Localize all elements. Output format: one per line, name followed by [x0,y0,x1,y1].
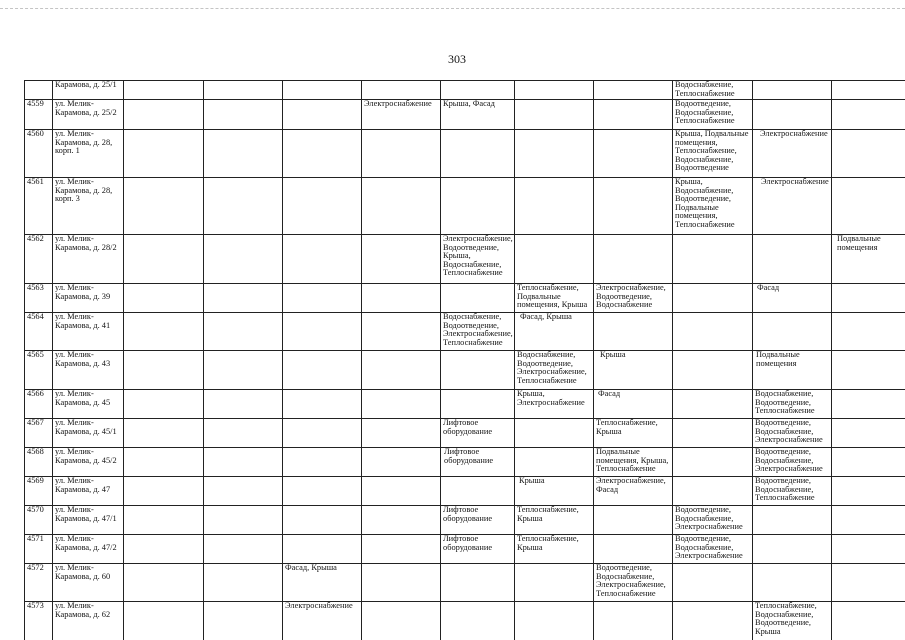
page-number: 303 [448,52,466,66]
work-type-cell [283,178,362,235]
table-row [25,506,905,535]
work-type-cell [204,448,283,477]
work-type-cell [832,448,905,477]
work-type-cell: Крыша, Электроснабжение [515,390,594,419]
work-type-cell [124,235,204,284]
row-number-cell: 4566 [25,390,53,419]
work-type-cell [283,448,362,477]
work-type-cell: Водоотведение, Водоснабжение, Теплоснабжение [673,100,753,130]
work-type-cell: Водоотведение, Водоснабжение, Теплоснабжение [753,477,832,506]
work-type-cell [515,564,594,602]
address-cell: ул. Мелик-Карамова, д. 41 [53,313,124,351]
row-number-cell: 4570 [25,506,53,535]
table-body [25,81,905,640]
work-type-cell [124,506,204,535]
table-row [25,602,905,640]
work-type-cell: Лифтовое оборудование [441,419,515,448]
work-type-cell [673,313,753,351]
work-type-cell: Электроснабжение, Водоотведение, Крыша, Водоснабжение, Теплоснабжение [441,235,515,284]
work-type-cell [204,477,283,506]
work-type-cell: Электроснабжение [753,130,832,178]
table-row [25,313,905,351]
scan-edge-line [0,8,905,9]
work-type-cell [673,390,753,419]
table-row [25,419,905,448]
work-type-cell [283,235,362,284]
work-type-cell [832,477,905,506]
work-type-cell [124,313,204,351]
work-type-cell: Водоотведение, Водоснабжение, Электроснабжение [673,535,753,564]
work-type-cell [362,506,441,535]
table-row [25,81,905,100]
address-cell: Карамова, д. 25/1 [53,81,124,100]
work-type-cell [594,506,673,535]
address-cell: ул. Мелик-Карамова, д. 28, корп. 3 [53,178,124,235]
work-type-cell [362,81,441,100]
address-cell: ул. Мелик-Карамова, д. 45/2 [53,448,124,477]
row-number-cell: 4561 [25,178,53,235]
address-cell: ул. Мелик-Карамова, д. 43 [53,351,124,390]
work-type-cell [753,506,832,535]
work-type-cell [362,284,441,313]
work-type-cell [832,81,905,100]
address-cell: ул. Мелик-Карамова, д. 60 [53,564,124,602]
address-cell: ул. Мелик-Карамова, д. 47 [53,477,124,506]
address-cell: ул. Мелик-Карамова, д. 62 [53,602,124,640]
work-type-cell: Электроснабжение [283,602,362,640]
work-type-cell [204,390,283,419]
work-type-cell: Крыша [594,351,673,390]
table-row [25,284,905,313]
work-type-cell [283,477,362,506]
work-type-cell [832,313,905,351]
row-number-cell: 4568 [25,448,53,477]
work-type-cell: Теплоснабжение, Водоснабжение, Водоотведение, Крыша [753,602,832,640]
work-type-cell [283,100,362,130]
work-type-cell [362,564,441,602]
work-type-cell [832,564,905,602]
work-type-cell [362,419,441,448]
work-type-cell [283,390,362,419]
work-type-cell: Фасад [753,284,832,313]
work-type-cell [594,235,673,284]
table-row [25,390,905,419]
work-type-cell: Электроснабжение, Фасад [594,477,673,506]
work-type-cell [515,602,594,640]
address-cell: ул. Мелик-Карамова, д. 25/2 [53,100,124,130]
work-type-cell [441,477,515,506]
work-type-cell: Фасад [594,390,673,419]
work-type-cell [441,130,515,178]
address-cell: ул. Мелик-Карамова, д. 45/1 [53,419,124,448]
row-number-cell: 4572 [25,564,53,602]
work-type-cell [753,564,832,602]
table-row [25,235,905,284]
row-number-cell [25,81,53,100]
work-type-cell [124,564,204,602]
work-type-cell: Подвальные помещения, Крыша, Теплоснабжение [594,448,673,477]
work-type-cell [832,130,905,178]
work-type-cell: Водоснабжение, Водоотведение, Электроснабжение, Теплоснабжение [441,313,515,351]
work-type-cell [283,81,362,100]
work-type-cell: Водоотведение, Водоснабжение, Электроснабжение, Теплоснабжение [594,564,673,602]
work-type-cell [283,535,362,564]
address-cell: ул. Мелик-Карамова, д. 28/2 [53,235,124,284]
work-type-cell [362,390,441,419]
work-type-cell [362,477,441,506]
work-type-cell [204,419,283,448]
work-type-cell [204,535,283,564]
work-type-cell [753,100,832,130]
work-type-cell [673,602,753,640]
work-type-cell [124,178,204,235]
address-cell: ул. Мелик-Карамова, д. 39 [53,284,124,313]
work-type-cell [441,602,515,640]
row-number-cell: 4562 [25,235,53,284]
work-type-cell [515,130,594,178]
work-type-cell [594,130,673,178]
work-type-cell [283,130,362,178]
row-number-cell: 4563 [25,284,53,313]
work-type-cell [673,235,753,284]
work-type-cell [753,313,832,351]
work-type-cell [204,235,283,284]
work-type-cell: Теплоснабжение, Крыша [515,535,594,564]
work-type-cell: Водоотведение, Водоснабжение, Электроснабжение [753,448,832,477]
work-type-cell [204,313,283,351]
work-type-cell: Крыша, Фасад [441,100,515,130]
work-type-cell [515,178,594,235]
work-type-cell: Водоотведение, Водоснабжение, Электроснабжение [673,506,753,535]
row-number-cell: 4559 [25,100,53,130]
work-type-cell [753,535,832,564]
work-type-cell [673,477,753,506]
work-type-cell: Водоотведение, Водоснабжение, Электроснабжение [753,419,832,448]
work-type-cell [515,100,594,130]
work-type-cell [515,448,594,477]
row-number-cell: 4573 [25,602,53,640]
work-type-cell [594,535,673,564]
row-number-cell: 4571 [25,535,53,564]
work-type-cell: Фасад, Крыша [283,564,362,602]
work-type-cell: Водоснабжение, Водоотведение, Теплоснабжение [753,390,832,419]
work-type-cell [832,178,905,235]
work-type-cell [204,100,283,130]
work-type-cell: Подвальные помещения [832,235,905,284]
work-type-cell [362,351,441,390]
work-type-cell [441,178,515,235]
work-type-cell [832,390,905,419]
work-type-cell [832,506,905,535]
work-type-cell: Электроснабжение [753,178,832,235]
work-type-cell: Крыша [515,477,594,506]
work-type-cell [204,81,283,100]
work-type-cell [362,535,441,564]
work-type-cell [124,351,204,390]
row-number-cell: 4567 [25,419,53,448]
work-type-cell [673,284,753,313]
table-row [25,130,905,178]
work-type-cell: Лифтовое оборудование [441,535,515,564]
address-cell: ул. Мелик-Карамова, д. 47/2 [53,535,124,564]
work-type-cell [283,419,362,448]
work-type-cell [673,448,753,477]
work-type-cell [362,130,441,178]
table-row [25,100,905,130]
work-type-cell: Крыша, Подвальные помещения, Теплоснабжение, Водоснабжение, Водоотведение [673,130,753,178]
work-type-cell [832,351,905,390]
work-type-cell: Фасад, Крыша [515,313,594,351]
work-type-cell [283,313,362,351]
work-type-cell [204,130,283,178]
work-type-cell [124,284,204,313]
work-type-cell: Лифтовое оборудование [441,506,515,535]
table-row [25,448,905,477]
work-type-cell [594,313,673,351]
work-type-cell [362,178,441,235]
work-type-cell [594,602,673,640]
work-type-cell [124,602,204,640]
work-type-cell: Водоснабжение, Водоотведение, Электроснабжение, Теплоснабжение [515,351,594,390]
work-type-cell [673,419,753,448]
work-type-cell [124,477,204,506]
work-type-cell [673,351,753,390]
work-type-cell [204,506,283,535]
work-type-cell [124,81,204,100]
work-type-cell [204,564,283,602]
work-type-cell [204,602,283,640]
work-type-cell [362,448,441,477]
repair-schedule-table [24,80,905,640]
work-type-cell [362,313,441,351]
work-type-cell: Водоснабжение, Теплоснабжение [673,81,753,100]
work-type-cell [832,100,905,130]
work-type-cell [441,351,515,390]
work-type-cell [832,419,905,448]
work-type-cell: Теплоснабжение, Крыша [594,419,673,448]
work-type-cell [124,130,204,178]
address-cell: ул. Мелик-Карамова, д. 47/1 [53,506,124,535]
table-row [25,178,905,235]
work-type-cell [441,390,515,419]
work-type-cell [124,419,204,448]
work-type-cell [753,81,832,100]
work-type-cell [441,284,515,313]
work-type-cell [283,506,362,535]
address-cell: ул. Мелик-Карамова, д. 28, корп. 1 [53,130,124,178]
address-cell: ул. Мелик-Карамова, д. 45 [53,390,124,419]
work-type-cell [204,351,283,390]
work-type-cell [362,602,441,640]
work-type-cell: Теплоснабжение, Крыша [515,506,594,535]
work-type-cell [753,235,832,284]
work-type-cell [515,235,594,284]
row-number-cell: 4565 [25,351,53,390]
work-type-cell: Подвальные помещения [753,351,832,390]
work-type-cell: Электроснабжение [362,100,441,130]
work-type-cell: Лифтовое оборудование [441,448,515,477]
table-row [25,351,905,390]
work-type-cell [594,81,673,100]
table-row [25,535,905,564]
work-type-cell [832,535,905,564]
work-type-cell [441,81,515,100]
work-type-cell [832,602,905,640]
row-number-cell: 4564 [25,313,53,351]
work-type-cell: Электроснабжение, Водоотведение, Водоснабжение [594,284,673,313]
work-type-cell [283,284,362,313]
work-type-cell [594,178,673,235]
work-type-cell [204,284,283,313]
work-type-cell [441,564,515,602]
work-type-cell [673,564,753,602]
row-number-cell: 4569 [25,477,53,506]
work-type-cell [362,235,441,284]
work-type-cell [594,100,673,130]
table-row [25,477,905,506]
row-number-cell: 4560 [25,130,53,178]
work-type-cell [204,178,283,235]
work-type-cell: Теплоснабжение, Подвальные помещения, Крыша [515,284,594,313]
work-type-cell [124,390,204,419]
work-type-cell [832,284,905,313]
work-type-cell [124,535,204,564]
work-type-cell [515,81,594,100]
table-row [25,564,905,602]
work-type-cell: Крыша, Водоснабжение, Водоотведение, Подвальные помещения, Теплоснабжение [673,178,753,235]
work-type-cell [283,351,362,390]
work-type-cell [124,100,204,130]
work-type-cell [124,448,204,477]
work-type-cell [515,419,594,448]
